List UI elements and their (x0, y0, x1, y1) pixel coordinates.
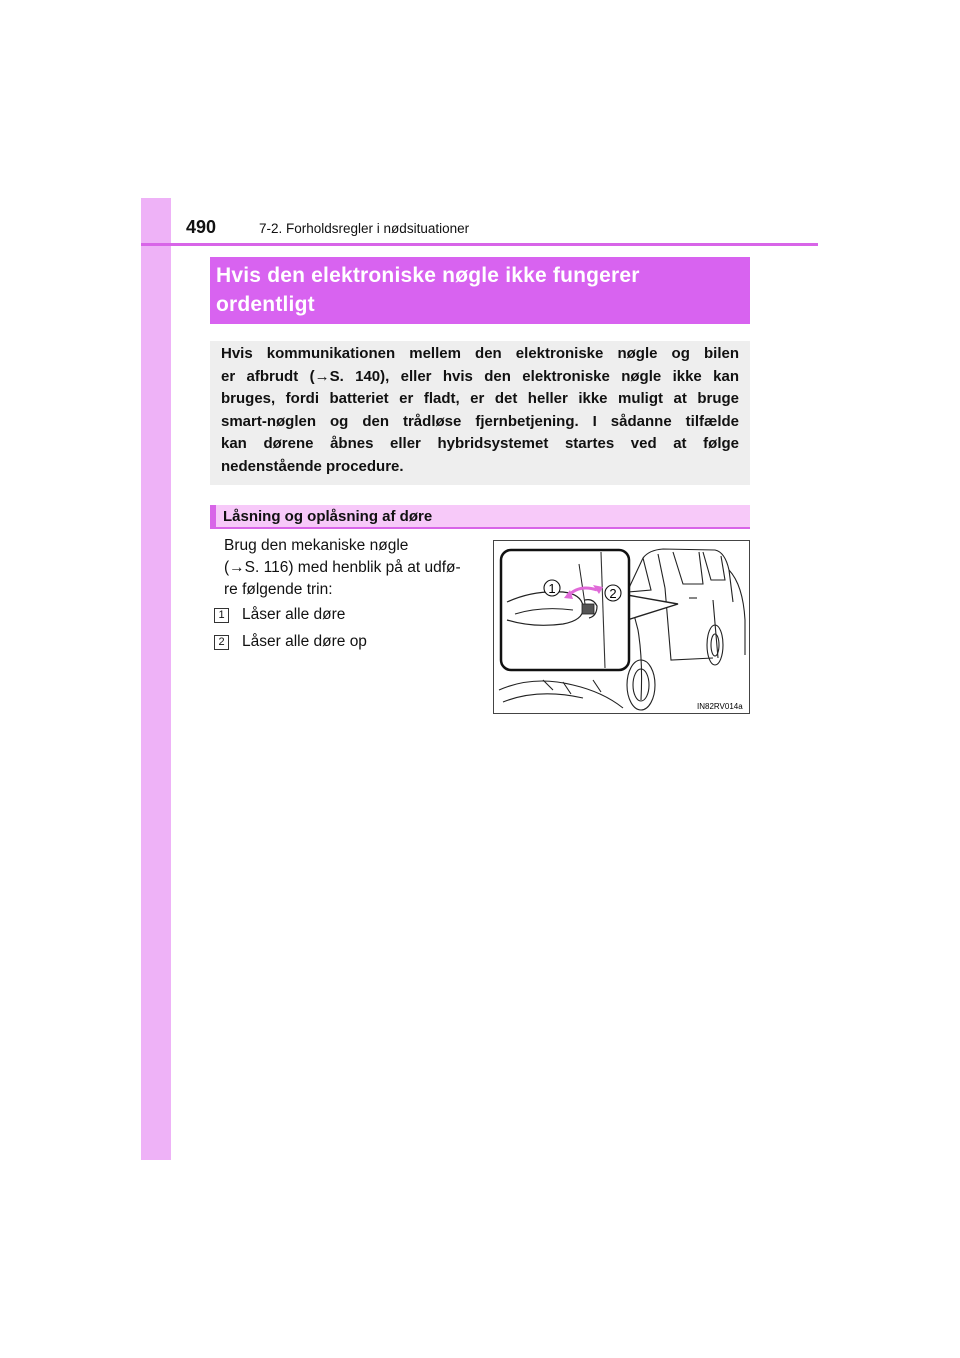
intro-box (210, 341, 750, 485)
intro-line: bruges, fordi batteriet er fladt, er det heller ikke muligt at bruge (221, 390, 739, 408)
intro-line: er afbrudt (→S. 140), eller hvis den elektroniske nøgle ikke kan (221, 367, 739, 385)
subsection-title: Låsning og oplåsning af døre (223, 508, 433, 525)
figure-callout-2: 2 (609, 586, 617, 601)
intro-line: smart-nøglen og den trådløse fjernbetjening. I sådanne tilfælde (221, 412, 739, 430)
step-text: Låser alle døre (242, 606, 346, 623)
page-number: 490 (186, 217, 217, 237)
title-banner (210, 257, 750, 324)
intro-line: kan dørene åbnes eller hybridsystemet startes ved at følge (221, 435, 739, 453)
inset-door-handle (501, 550, 629, 670)
intro-line: nedenstående procedure. (221, 457, 404, 475)
door-key-illustration (493, 540, 750, 714)
figure-code: IN82RV014a (697, 702, 743, 711)
body-text-line: (→S. 116) med henblik på at udfø- (224, 559, 461, 576)
section-heading: 7-2. Forholdsregler i nødsituationer (259, 221, 470, 236)
step-number-box: 1 (214, 608, 229, 623)
intro-line: Hvis kommunikationen mellem den elektroniske nøgle og bilen (221, 345, 739, 362)
body-text-line: Brug den mekaniske nøgle (224, 537, 409, 554)
subsection-banner (210, 505, 750, 529)
title-line-2: ordentligt (216, 293, 315, 316)
header-rule (141, 243, 818, 246)
step-text: Låser alle døre op (242, 633, 367, 650)
subsection-accent-bar (210, 505, 216, 527)
step-number-box: 2 (214, 635, 229, 650)
side-tab (141, 198, 171, 1160)
body-text-line: re følgende trin: (224, 581, 333, 598)
figure-callout-1: 1 (548, 581, 556, 596)
title-line-1: Hvis den elektroniske nøgle ikke fungerer (216, 264, 640, 287)
